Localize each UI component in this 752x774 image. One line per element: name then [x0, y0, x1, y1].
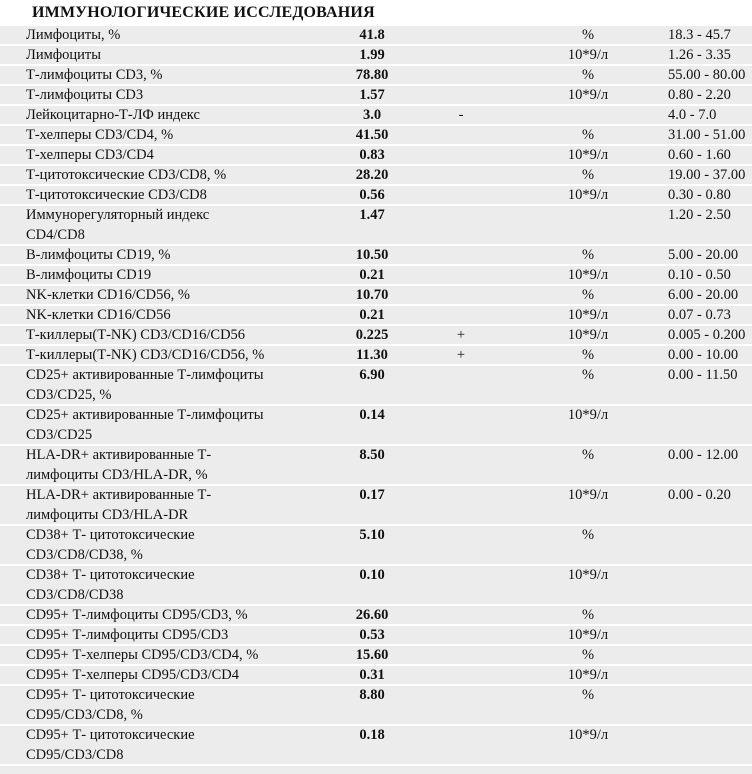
test-reference-range: 0.005 - 0.200 — [668, 327, 746, 343]
test-unit: 10*9/л — [567, 307, 609, 323]
test-value: 1.57 — [359, 87, 385, 103]
test-name: CD95+ Т-хелперы CD95/CD3/CD4, % — [26, 647, 259, 663]
test-name: NK-клетки CD16/CD56, % — [26, 287, 190, 303]
test-unit: 10*9/л — [567, 727, 609, 743]
result-row — [0, 564, 752, 604]
test-reference-range: 6.00 - 20.00 — [668, 287, 739, 303]
test-name: Т-цитотоксические CD3/CD8 — [26, 187, 207, 203]
test-name: Т-цитотоксические CD3/CD8, % — [26, 167, 227, 183]
test-value: 41.50 — [355, 127, 389, 143]
test-name: CD95+ Т- цитотоксические CD95/CD3/CD8 — [26, 727, 195, 763]
test-unit: 10*9/л — [567, 407, 609, 423]
result-row — [0, 444, 752, 484]
result-row — [0, 164, 752, 184]
test-value: 0.14 — [359, 407, 385, 423]
result-row — [0, 144, 752, 164]
test-unit: % — [581, 167, 595, 183]
test-value: 0.83 — [359, 147, 385, 163]
test-name: В-лимфоциты CD19, % — [26, 247, 171, 263]
test-name: Т-киллеры(Т-NK) CD3/CD16/CD56 — [26, 327, 246, 343]
test-name: CD25+ активированные Т-лимфоциты CD3/CD25 — [26, 407, 264, 443]
test-name: Т-киллеры(Т-NK) CD3/CD16/CD56, % — [26, 347, 265, 363]
test-name: Т-хелперы CD3/CD4, % — [26, 127, 174, 143]
test-name: HLA-DR+ активированные Т-лимфоциты CD3/HLA-DR — [26, 487, 212, 523]
test-unit: 10*9/л — [567, 567, 609, 583]
test-name: CD95+ Т-лимфоциты CD95/CD3, % — [26, 607, 248, 623]
result-row — [0, 664, 752, 684]
test-unit: % — [581, 67, 595, 83]
test-value: 5.10 — [359, 527, 385, 543]
test-unit: % — [581, 287, 595, 303]
test-flag: - — [458, 107, 464, 123]
test-value: 10.70 — [355, 287, 389, 303]
result-row — [0, 124, 752, 144]
test-name: CD38+ Т- цитотоксические CD3/CD8/CD38, % — [26, 527, 195, 563]
test-reference-range: 55.00 - 80.00 — [668, 67, 746, 83]
test-name: Иммунорегуляторный индекс CD4/CD8 — [26, 207, 210, 243]
test-value: 0.53 — [359, 627, 385, 643]
test-reference-range: 1.26 - 3.35 — [668, 47, 731, 63]
test-reference-range: 0.07 - 0.73 — [668, 307, 731, 323]
test-unit: % — [581, 687, 595, 703]
test-unit: 10*9/л — [567, 327, 609, 343]
test-reference-range: 31.00 - 51.00 — [668, 127, 746, 143]
test-reference-range: 0.60 - 1.60 — [668, 147, 731, 163]
test-name: Т-лимфоциты CD3 — [26, 87, 144, 103]
test-reference-range: 1.20 - 2.50 — [668, 207, 731, 223]
test-name: Т-лимфоциты CD3, % — [26, 67, 163, 83]
result-row — [0, 24, 752, 44]
test-name: CD95+ Т-хелперы CD95/CD3/CD4 — [26, 667, 239, 683]
test-value: 41.8 — [359, 27, 385, 43]
test-value: 0.17 — [359, 487, 385, 503]
test-name: Лимфоциты — [26, 47, 102, 63]
result-row — [0, 284, 752, 304]
test-value: 78.80 — [355, 67, 389, 83]
test-unit: 10*9/л — [567, 267, 609, 283]
result-row — [0, 344, 752, 364]
result-row — [0, 404, 752, 444]
test-unit: % — [581, 127, 595, 143]
result-row — [0, 684, 752, 724]
test-value: 26.60 — [355, 607, 389, 623]
section-title: ИММУНОЛОГИЧЕСКИЕ ИССЛЕДОВАНИЯ — [0, 0, 752, 24]
test-name: Лимфоциты, % — [26, 27, 121, 43]
test-reference-range: 0.00 - 10.00 — [668, 347, 739, 363]
result-row — [0, 644, 752, 664]
test-unit: % — [581, 607, 595, 623]
test-value: 0.21 — [359, 307, 385, 323]
result-row — [0, 304, 752, 324]
test-name: Лейкоцитарно-Т-ЛФ индекс — [26, 107, 200, 123]
result-row — [0, 64, 752, 84]
test-value: 28.20 — [355, 167, 389, 183]
test-value: 15.60 — [355, 647, 389, 663]
test-flag: + — [456, 347, 466, 363]
result-row — [0, 524, 752, 564]
test-reference-range: 0.00 - 0.20 — [668, 487, 731, 503]
test-unit: % — [581, 367, 595, 383]
result-row — [0, 604, 752, 624]
test-reference-range: 0.30 - 0.80 — [668, 187, 731, 203]
test-unit: 10*9/л — [567, 47, 609, 63]
test-unit: 10*9/л — [567, 627, 609, 643]
result-row — [0, 104, 752, 124]
test-reference-range: 0.00 - 12.00 — [668, 447, 739, 463]
result-row — [0, 184, 752, 204]
test-name: В-лимфоциты CD19 — [26, 267, 152, 283]
result-row — [0, 624, 752, 644]
test-reference-range: 0.00 - 11.50 — [668, 367, 738, 383]
test-value: 8.50 — [359, 447, 385, 463]
test-unit: % — [581, 527, 595, 543]
test-reference-range: 0.80 - 2.20 — [668, 87, 731, 103]
test-name: CD38+ Т- цитотоксические CD3/CD8/CD38 — [26, 567, 195, 603]
table-bottom-edge — [0, 764, 752, 774]
test-unit: % — [581, 647, 595, 663]
test-reference-range: 19.00 - 37.00 — [668, 167, 746, 183]
test-unit: % — [581, 347, 595, 363]
test-value: 1.47 — [359, 207, 385, 223]
test-value: 0.56 — [359, 187, 385, 203]
test-reference-range: 18.3 - 45.7 — [668, 27, 731, 43]
test-value: 3.0 — [362, 107, 382, 123]
test-unit: 10*9/л — [567, 187, 609, 203]
test-name: Т-хелперы CD3/CD4 — [26, 147, 154, 163]
test-name: NK-клетки CD16/CD56 — [26, 307, 171, 323]
test-flag: + — [456, 327, 466, 343]
test-reference-range: 4.0 - 7.0 — [668, 107, 717, 123]
test-value: 0.31 — [359, 667, 385, 683]
result-row — [0, 324, 752, 344]
test-reference-range: 5.00 - 20.00 — [668, 247, 739, 263]
test-unit: % — [581, 27, 595, 43]
test-value: 0.10 — [359, 567, 385, 583]
test-unit: 10*9/л — [567, 667, 609, 683]
test-value: 6.90 — [359, 367, 385, 383]
test-unit: 10*9/л — [567, 487, 609, 503]
test-value: 1.99 — [359, 47, 385, 63]
result-row — [0, 364, 752, 404]
test-unit: % — [581, 447, 595, 463]
result-row — [0, 204, 752, 244]
test-unit: 10*9/л — [567, 147, 609, 163]
result-row — [0, 244, 752, 264]
test-unit: 10*9/л — [567, 87, 609, 103]
result-row — [0, 264, 752, 284]
test-name: CD95+ Т- цитотоксические CD95/CD3/CD8, % — [26, 687, 195, 723]
test-name: CD25+ активированные Т-лимфоциты CD3/CD25, % — [26, 367, 264, 403]
result-row — [0, 84, 752, 104]
test-name: HLA-DR+ активированные Т-лимфоциты CD3/HLA-DR, % — [26, 447, 212, 483]
result-row — [0, 724, 752, 764]
test-value: 0.21 — [359, 267, 385, 283]
test-value: 11.30 — [356, 347, 388, 363]
test-reference-range: 0.10 - 0.50 — [668, 267, 731, 283]
test-name: CD95+ Т-лимфоциты CD95/CD3 — [26, 627, 229, 643]
result-row — [0, 44, 752, 64]
test-value: 0.225 — [355, 327, 389, 343]
test-unit: % — [581, 247, 595, 263]
result-row — [0, 484, 752, 524]
test-value: 10.50 — [355, 247, 389, 263]
test-value: 0.18 — [359, 727, 385, 743]
test-value: 8.80 — [359, 687, 385, 703]
